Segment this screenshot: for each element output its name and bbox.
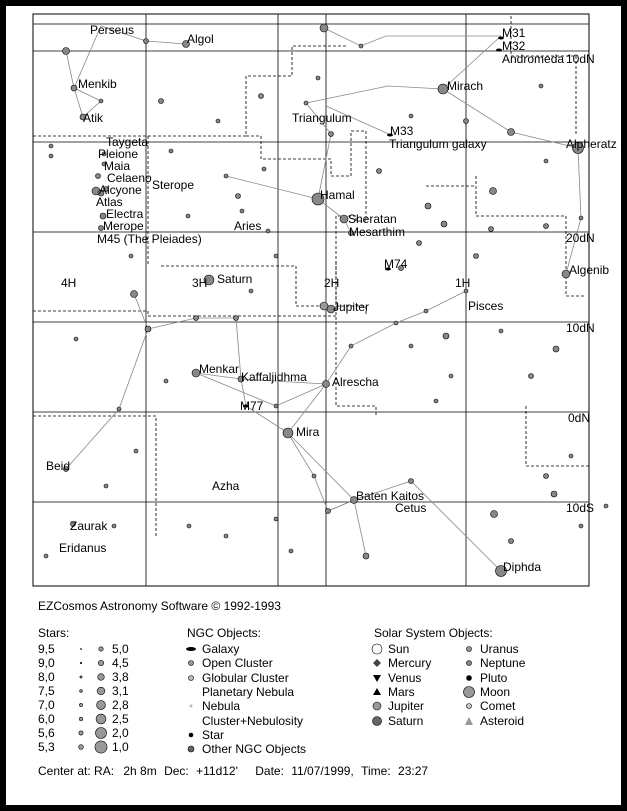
time-label: Time:	[361, 764, 391, 778]
star	[236, 194, 241, 199]
star	[604, 504, 608, 508]
legend-solar-item-symbol	[368, 714, 386, 728]
label-m32: M32	[502, 39, 526, 53]
star	[377, 169, 382, 174]
legend-solar-item-symbol	[368, 699, 386, 713]
star	[490, 188, 497, 195]
star	[134, 449, 138, 453]
label-aries: Aries	[234, 219, 262, 233]
star	[49, 144, 53, 148]
star	[145, 326, 151, 332]
dec-label-0: 0dN	[568, 411, 591, 425]
constellation-figure	[306, 86, 443, 103]
star	[74, 337, 78, 341]
star	[551, 491, 557, 497]
label-alcyone: Alcyone	[99, 183, 142, 197]
label-merope: Merope	[103, 219, 144, 233]
star	[409, 114, 413, 118]
legend-solar-item-label: Saturn	[388, 713, 424, 728]
label-algol: Algol	[187, 32, 214, 46]
dec-label-20n: 20dN	[566, 231, 595, 245]
center-label: Center at: RA:	[38, 764, 115, 778]
star	[409, 479, 414, 484]
star	[544, 159, 548, 163]
star	[194, 316, 199, 321]
label-m31: M31	[502, 26, 526, 40]
legend-ngc-item-label: Galaxy	[202, 642, 240, 656]
star	[349, 344, 353, 348]
star	[544, 474, 549, 479]
legend-solar-item-label: Comet	[480, 699, 516, 714]
label-menkib: Menkib	[78, 77, 117, 91]
legend-solar-item-label: Pluto	[480, 670, 508, 685]
star	[144, 39, 149, 44]
star	[579, 524, 583, 528]
label-zaurak: Zaurak	[70, 519, 108, 533]
star	[164, 379, 168, 383]
legend-ngc-item-symbol	[182, 714, 200, 728]
constellation-lines	[66, 26, 581, 571]
star	[49, 154, 53, 158]
label-diphda: Diphda	[503, 560, 542, 574]
label-sheratan: Sheratan	[348, 212, 397, 226]
star	[569, 454, 573, 458]
label-atlas: Atlas	[96, 195, 123, 209]
label-pleione: Pleione	[98, 147, 139, 161]
star	[417, 241, 422, 246]
legend-ngc-item-label: Star	[202, 727, 225, 742]
star	[283, 428, 293, 438]
star	[266, 229, 270, 233]
label-cetus: Cetus	[395, 501, 427, 515]
star	[529, 374, 534, 379]
star	[363, 553, 369, 559]
legend-stars: Stars: 9,5 9,0 8,0 7,5 7,0 6,0 5,6 5,3 5,0 4,5 3,8 3,1 2,8 2,5 2,0 1,0	[38, 626, 129, 754]
star	[44, 554, 48, 558]
label-triangulum: Triangulum	[292, 111, 352, 125]
legend-ngc-item-symbol	[182, 728, 200, 742]
time-value: 23:27	[398, 764, 429, 778]
date-label: Date:	[255, 764, 284, 778]
label-perseus: Perseus	[90, 23, 135, 37]
star	[424, 309, 428, 313]
star	[63, 48, 70, 55]
label-m74: M74	[384, 257, 408, 271]
star	[539, 84, 543, 88]
star-chart-page	[6, 6, 621, 805]
legend-ngc-item-symbol	[182, 656, 200, 670]
dec-label-30n: 10dN	[566, 52, 595, 66]
label-menkar: Menkar	[199, 362, 240, 376]
star	[434, 399, 438, 403]
boundary-line	[33, 311, 336, 316]
coordinate-grid	[33, 14, 589, 586]
label-triangulum-galaxy: Triangulum galaxy	[389, 137, 487, 151]
label-sterope: Sterope	[152, 178, 195, 192]
label-celaeno: Celaeno	[107, 171, 152, 185]
legend-ngc-item-symbol	[182, 742, 200, 756]
label-azha: Azha	[212, 479, 240, 493]
star	[274, 404, 278, 408]
star	[129, 254, 133, 258]
star	[289, 549, 293, 553]
legend-solar-item-label: Sun	[388, 642, 410, 656]
label-alrescha: Alrescha	[332, 375, 379, 389]
label-mirach: Mirach	[447, 79, 484, 93]
boundary-line	[336, 262, 376, 416]
star	[359, 44, 363, 48]
star	[489, 227, 494, 232]
star	[579, 216, 583, 220]
star	[274, 254, 278, 258]
constellation-figure	[328, 500, 366, 556]
star	[491, 511, 498, 518]
constellation-figure	[566, 148, 581, 274]
date-value: 11/07/1999,	[291, 764, 354, 778]
legend-ngc-item-label: Nebula	[202, 699, 241, 714]
label-electra: Electra	[106, 207, 144, 221]
star	[187, 524, 191, 528]
label-mira: Mira	[296, 425, 320, 439]
star	[394, 321, 398, 325]
star	[304, 101, 308, 105]
star	[474, 254, 479, 259]
star	[320, 24, 328, 32]
star	[443, 333, 449, 339]
label-m33: M33	[390, 124, 414, 138]
star	[234, 316, 239, 321]
star	[216, 119, 220, 123]
dec-label-10s: 10dS	[566, 501, 595, 515]
legend-stars-title: Stars:	[38, 626, 70, 640]
star	[316, 76, 320, 80]
dec-label: Dec:	[164, 764, 189, 778]
label-baten-kaitos: Baten Kaitos	[356, 489, 425, 503]
legend-solar	[368, 626, 608, 756]
star	[340, 215, 348, 223]
star	[99, 99, 103, 103]
label-mesarthim: Mesarthim	[349, 225, 406, 239]
star	[508, 129, 515, 136]
legend-solar-item-symbol	[368, 685, 386, 699]
label-kaffaljidhma: Kaffaljidhma	[241, 370, 307, 384]
status-line	[38, 764, 428, 778]
star	[329, 132, 334, 137]
star	[169, 149, 173, 153]
star	[274, 517, 278, 521]
legend-solar-item-label: Jupiter	[388, 699, 425, 714]
legend-ngc-item-label: Open Cluster	[202, 656, 273, 671]
label-taygeta: Taygeta	[106, 135, 149, 149]
star	[104, 484, 108, 488]
ra-label-2h: 2H	[324, 276, 340, 290]
label-andromeda: Andromeda	[502, 52, 565, 66]
legend-solar-item-symbol	[460, 656, 478, 670]
ra-label-4h: 4H	[61, 276, 77, 290]
label-m77: M77	[240, 399, 264, 413]
dec-label-10n: 10dN	[566, 321, 595, 335]
legend-ngc	[182, 626, 362, 756]
constellation-figure	[66, 294, 148, 469]
legend-solar-item-label: Mercury	[388, 656, 432, 671]
star	[409, 344, 413, 348]
legend-solar-item-symbol	[460, 671, 478, 685]
label-jupiter: Jupiter	[333, 300, 370, 314]
star	[117, 407, 121, 411]
star	[131, 291, 138, 298]
star	[312, 474, 316, 478]
legend-ngc-item-label: Globular Cluster	[202, 670, 289, 685]
label-pisces: Pisces	[468, 299, 504, 313]
label-eridanus: Eridanus	[59, 541, 107, 555]
legend-solar-item-label: Uranus	[480, 642, 519, 656]
star	[240, 209, 244, 213]
star	[112, 524, 116, 528]
star	[499, 329, 503, 333]
label-hamal: Hamal	[320, 188, 355, 202]
constellation-figure	[288, 433, 354, 511]
ra-label-3h: 3H	[192, 276, 208, 290]
legend-solar-item-label: Moon	[480, 684, 511, 699]
legend-solar-item-symbol	[460, 642, 478, 656]
constellation-figure	[324, 28, 501, 46]
legend-solar-item-symbol	[460, 714, 478, 728]
constellation-boundaries	[33, 16, 589, 536]
label-beid: Beid	[46, 459, 71, 473]
legend-ngc-item-symbol	[182, 671, 200, 685]
label-m45: M45 (The Pleiades)	[97, 232, 202, 246]
ra-label-1h: 1H	[455, 276, 471, 290]
star	[441, 221, 447, 227]
credit-line: EZCosmos Astronomy Software © 1992-1993	[38, 599, 281, 613]
legend-ngc-item-symbol	[182, 685, 200, 699]
center-dec: +11d12'	[196, 764, 238, 778]
star	[262, 167, 266, 171]
star	[71, 85, 77, 91]
star	[326, 509, 331, 514]
star	[553, 346, 559, 352]
star	[186, 214, 190, 218]
sky-map[interactable]	[6, 6, 621, 596]
legend-solar-item-label: Asteroid	[480, 713, 525, 728]
legend-ngc-item-label: Planetary Nebula	[202, 684, 295, 699]
label-maia: Maia	[104, 159, 131, 173]
star	[259, 94, 264, 99]
star	[323, 381, 330, 388]
star	[544, 224, 549, 229]
legend-solar-item-symbol	[368, 656, 386, 670]
legend-ngc-item-symbol	[182, 642, 200, 656]
label-atik: Atik	[83, 111, 104, 125]
label-algenib: Algenib	[569, 263, 610, 277]
star	[449, 374, 453, 378]
star	[464, 119, 469, 124]
legend-solar-item-symbol	[460, 699, 478, 713]
legend-solar-item-symbol	[368, 671, 386, 685]
star	[96, 174, 101, 179]
star	[224, 534, 228, 538]
star	[159, 99, 164, 104]
legend-solar-item-symbol	[368, 642, 386, 656]
center-ra: 2h 8m	[123, 764, 157, 778]
legend-solar-item-label: Mars	[388, 684, 415, 699]
jupiter-symbol	[320, 302, 328, 310]
label-saturn: Saturn	[217, 272, 253, 286]
map-border	[33, 14, 589, 586]
star	[425, 203, 431, 209]
legend-ngc-title: NGC Objects:	[187, 626, 262, 640]
legend-solar-item-label: Neptune	[480, 656, 526, 671]
legend-ngc-item-label: Other NGC Objects	[202, 742, 307, 757]
legend-ngc-item-symbol	[182, 699, 200, 713]
legend-ngc-item-label: Cluster+Nebulosity	[202, 713, 304, 728]
legend-solar-item-label: Venus	[388, 670, 422, 685]
legend-solar-title: Solar System Objects:	[374, 626, 493, 640]
boundary-line	[33, 416, 156, 536]
legend-solar-item-symbol	[460, 685, 478, 699]
label-alpheratz: Alpheratz	[566, 137, 617, 151]
star	[224, 174, 228, 178]
object-labels	[46, 23, 617, 574]
star	[509, 539, 514, 544]
star	[249, 289, 253, 293]
